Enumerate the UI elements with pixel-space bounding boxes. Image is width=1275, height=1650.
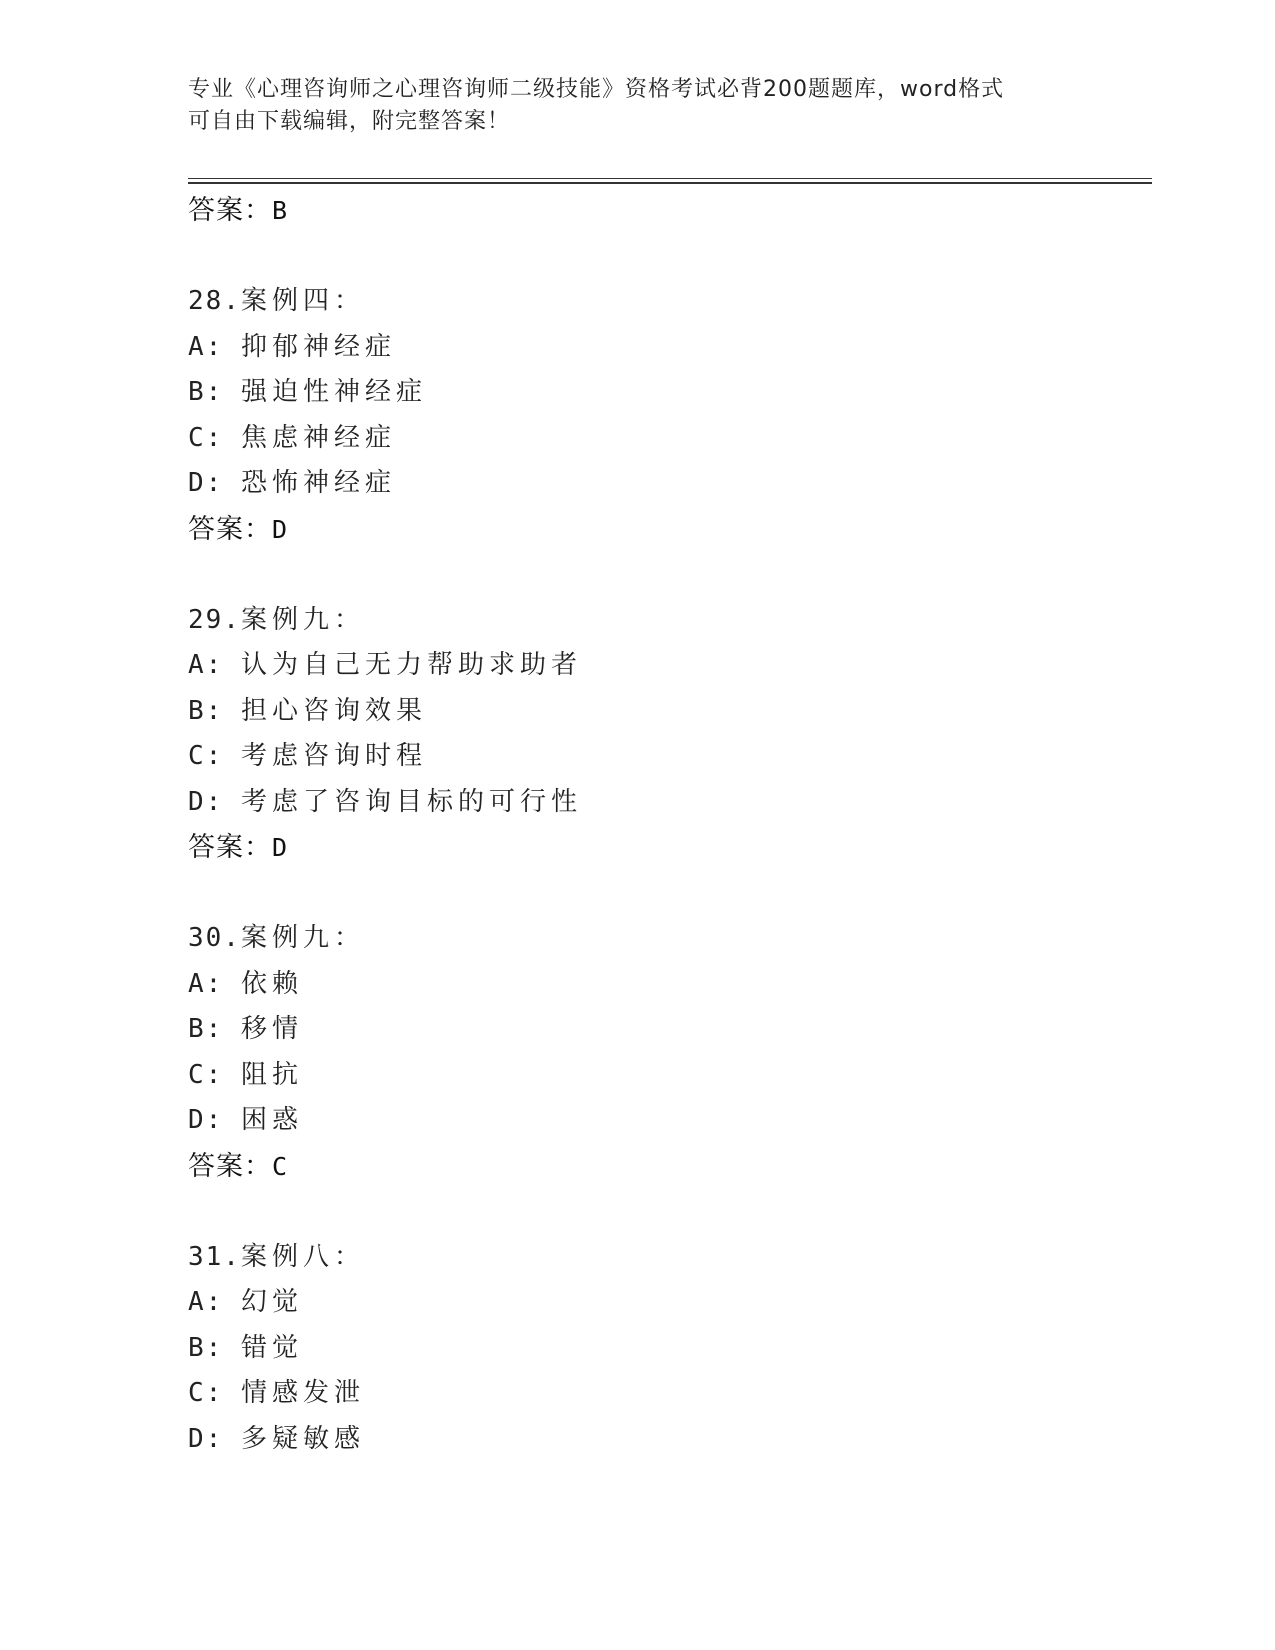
answer-label: 答案：	[188, 832, 272, 863]
option-text: 抑郁神经症	[240, 331, 396, 362]
question-30	[188, 916, 1148, 1190]
answer-line	[188, 507, 1148, 553]
header-divider-thin	[188, 178, 1152, 179]
option-key: C:	[188, 1378, 224, 1408]
option-text: 担心咨询效果	[240, 695, 427, 726]
option-key: A:	[188, 1287, 224, 1317]
answer-label: 答案：	[188, 1150, 272, 1182]
option-d	[188, 1098, 1148, 1144]
option-key: D:	[188, 786, 224, 817]
answer-line	[188, 1144, 1148, 1190]
question-28	[188, 279, 1148, 553]
option-key: B:	[188, 1014, 224, 1044]
option-key: B:	[188, 1332, 224, 1363]
option-text: 多疑敏感	[240, 1423, 365, 1454]
answer-label: 答案：	[188, 195, 272, 226]
option-b	[188, 1326, 1148, 1372]
option-c	[188, 1053, 1148, 1099]
option-text: 强迫性神经症	[240, 377, 427, 407]
option-key: A:	[188, 968, 224, 999]
answer-value: B	[272, 196, 289, 225]
answer-value: D	[272, 514, 289, 544]
option-text: 恐怖神经症	[240, 468, 396, 498]
option-text: 焦虑神经症	[240, 422, 396, 453]
option-text: 依赖	[240, 968, 303, 999]
option-text: 考虑了咨询目标的可行性	[240, 786, 582, 817]
option-key: D:	[188, 1423, 224, 1454]
option-text: 考虑咨询时程	[240, 741, 427, 771]
option-key: A:	[188, 331, 224, 362]
question-stem	[188, 598, 1148, 644]
question-stem	[188, 916, 1148, 962]
question-31	[188, 1235, 1148, 1463]
question-list	[188, 188, 1148, 1462]
option-b	[188, 370, 1148, 416]
answer-line	[188, 825, 1148, 871]
question-text: 案例九：	[240, 923, 365, 953]
option-c	[188, 416, 1148, 462]
question-stem	[188, 279, 1148, 325]
document-header	[188, 74, 1078, 138]
option-a	[188, 962, 1148, 1008]
option-a	[188, 1280, 1148, 1326]
option-b	[188, 689, 1148, 735]
question-number: 28.	[188, 286, 241, 316]
option-text: 困惑	[240, 1105, 303, 1135]
question-number: 29.	[188, 604, 241, 635]
question-text: 案例四：	[240, 286, 365, 316]
option-text: 阻抗	[240, 1059, 303, 1090]
option-text: 移情	[240, 1014, 303, 1044]
question-29	[188, 598, 1148, 872]
option-d	[188, 780, 1148, 826]
header-divider-thick	[188, 182, 1152, 184]
answer-label: 答案：	[188, 513, 272, 545]
option-d	[188, 1417, 1148, 1463]
option-text: 认为自己无力帮助求助者	[240, 650, 582, 680]
question-text: 案例八：	[240, 1241, 365, 1272]
option-key: C:	[188, 741, 224, 771]
option-a	[188, 325, 1148, 371]
header-line-2: 可自由下载编辑，附完整答案！	[188, 109, 511, 134]
option-text: 幻觉	[240, 1287, 303, 1317]
option-a	[188, 643, 1148, 689]
option-key: A:	[188, 650, 224, 680]
answer-value: D	[272, 833, 289, 862]
option-b	[188, 1007, 1148, 1053]
option-text: 情感发泄	[240, 1378, 365, 1408]
option-key: D:	[188, 1105, 224, 1135]
question-number: 30.	[188, 923, 241, 953]
header-line-1: 专业《心理咨询师之心理咨询师二级技能》资格考试必背200题题库，word格式	[188, 77, 1005, 102]
question-number: 31.	[188, 1241, 241, 1272]
option-text: 错觉	[240, 1332, 303, 1363]
option-c	[188, 1371, 1148, 1417]
question-text: 案例九：	[240, 604, 365, 635]
option-key: B:	[188, 695, 224, 726]
option-c	[188, 734, 1148, 780]
option-key: B:	[188, 377, 224, 407]
option-key: C:	[188, 1059, 224, 1090]
option-key: C:	[188, 422, 224, 453]
option-key: D:	[188, 468, 224, 498]
question-stem	[188, 1235, 1148, 1281]
answer-value: C	[272, 1151, 289, 1181]
option-d	[188, 461, 1148, 507]
answer-line	[188, 188, 1148, 234]
